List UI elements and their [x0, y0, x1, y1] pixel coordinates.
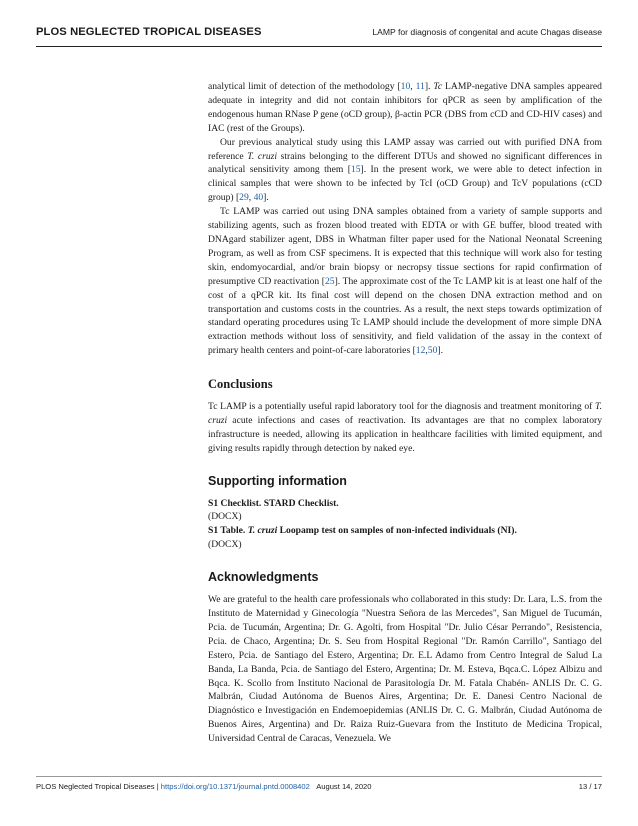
supporting-item-checklist[interactable] — [208, 497, 602, 525]
text-run: , — [248, 192, 254, 204]
text-run: S1 Checklist. STARD Checklist. — [208, 497, 339, 509]
footer-date-text: August 14, 2020 — [316, 782, 372, 791]
text-run: ]. — [263, 192, 269, 204]
text-run: LAMP-negative DNA samples appeared adequate in integrity and did not contain inhibitors for qPCR as seen by amplification of the endogenous human RNase P gene (oCD group), β-actin PCR (DBS from cCD and CD-HIV cases) and IAC (rest of the Groups). — [208, 81, 602, 134]
citation-link[interactable]: 40 — [253, 192, 264, 204]
paragraph-3 — [208, 205, 602, 358]
page-footer — [36, 782, 602, 791]
paragraph-2 — [208, 136, 602, 206]
italic-text: T. cruzi — [247, 150, 278, 162]
article-body — [208, 80, 602, 746]
supporting-item-title — [208, 497, 602, 511]
supporting-item-title — [208, 524, 602, 538]
text-run: ]. In the present work, we were able to detect infection in clinical samples that were shown to be infected by TcI (oCD Group) and TcV populations (cCD group) [ — [208, 164, 602, 204]
text-run: Tc LAMP is a potentially useful rapid laboratory tool for the diagnosis and treatment monitoring of — [208, 401, 595, 413]
page-header — [0, 0, 638, 46]
italic-text: Tc — [433, 81, 443, 92]
citation-link[interactable]: 25 — [325, 275, 335, 287]
footer-date — [310, 782, 372, 791]
text-run: ]. The approximate cost of the Tc LAMP kit is at least one half of the cost of a qPCR kit. Its final cost will depend on the chosen DNA extraction method and on transportation and customs costs in the countries. As a result, the next steps towards optimization of standard operating procedures using Tc LAMP should include the development of more simple DNA extraction methods without loss of sensitivity, and field validation of the assay in the context of primary health centers and point-of-care laboratories [ — [208, 275, 602, 357]
italic-text: T. cruzi — [247, 525, 278, 537]
italic-text: T. cruzi — [208, 401, 602, 426]
text-run: ]. — [424, 81, 434, 92]
conclusions-heading: Conclusions — [208, 377, 273, 392]
footer-rule — [36, 776, 602, 777]
text-run: S1 Table. — [208, 525, 248, 537]
doi-link[interactable]: https://doi.org/10.1371/journal.pntd.0008402 — [160, 782, 310, 791]
citation-link[interactable]: 10 — [400, 81, 411, 92]
text-run: ]. — [437, 345, 443, 357]
supporting-item-table[interactable] — [208, 524, 602, 552]
acknowledgments-paragraph: We are grateful to the health care professionals who collaborated in this study: Dr. Lara, L.S. from the Instituto de Maternidad y Ginecología "Nuestra Señora de las Mercedes", San Miguel de Tucumán, Pcia. de Tucumán, Argentina; Dr. G. Agolti, from Hospital "Dr. Julio César Perrando", Resistencia, Pcia. de Chaco, Argentina; Dr. S. Seu from Hospital Regional "Dr. Ramón Carrillo", Santiago del Estero, Pcia. de Santiago del Estero, Argentina; Dr. E.L Adamo from Centro Integral de Salud La Banda, La Banda, Pcia. de Santiago del Estero, Argentina; Dr. M. Esteva, Bqca.C. López Albizu and Bqca. K. Scollo from Instituto Nacional de Parasitología Dr. M. Fatala Chabén- ANLIS Dr. C. G. Malbrán, Ciudad Autónoma de Buenos Aires, Argentina; Dr. E. Danesi Centro Nacional de Diagnóstico e Investigación en Endemoepidemias (ANLIS Dr. C. G. Malbrán, Ciudad Autónoma de Buenos Aires, Argentina) and Dr. Raiza Ruiz-Guevara from the Instituto de Medicina Tropical, Universidad Central de Caracas, Venezuela. We — [208, 594, 602, 745]
footer-journal: PLOS Neglected Tropical Diseases | — [36, 782, 161, 791]
text-run: , — [410, 81, 416, 92]
supporting-item-format: (DOCX) — [208, 511, 242, 523]
paragraph-1 — [208, 80, 602, 136]
page-number: 13 / 17 — [578, 782, 602, 791]
text-run: Loopamp test on samples of non-infected individuals (NI). — [277, 525, 517, 537]
citation-link[interactable]: 15 — [350, 164, 361, 176]
citation-link[interactable]: 50 — [427, 345, 438, 357]
text-run: analytical limit of detection of the methodology [ — [208, 81, 401, 92]
text-run: Tc LAMP was carried out using DNA samples obtained from a variety of sample supports and stabilizing agents, such as frozen blood treated with EDTA or with GE buffer, blood treated with DNAgard stabilizer agent, DBS in Whatman filter paper used for the National Neonatal Screening Program, as well as from CSF specimens. It is expected that this technique will work also for testing skin, endomyocardial, and/or brain biopsy or necropsy tissue sections for rapid confirmation of presumptive CD reactivation [ — [208, 206, 602, 287]
supporting-information-heading: Supporting information — [208, 473, 347, 488]
text-run: strains belonging to the different DTUs and showed no significant differences in analytical sensitivity among them [ — [208, 150, 602, 176]
header-rule — [36, 46, 602, 47]
text-run: acute infections and cases of reactivation. Its advantages are that no complex laboratory infrastructure is needed, allowing its application in healthcare facilities with limited equipment, and giving results rapidly through detection by naked eye. — [208, 414, 602, 454]
acknowledgments-heading: Acknowledgments — [208, 570, 319, 585]
journal-name: PLOS NEGLECTED TROPICAL DISEASES — [36, 26, 262, 38]
running-title: LAMP for diagnosis of congenital and acute Chagas disease — [372, 27, 602, 37]
text-run: , — [425, 345, 428, 357]
citation-link[interactable]: 12 — [415, 345, 426, 357]
citation-link[interactable]: 11 — [415, 81, 425, 92]
citation-link[interactable]: 29 — [239, 192, 249, 204]
supporting-item-format: (DOCX) — [208, 539, 242, 551]
text-run: Our previous analytical study using this LAMP assay was carried out with purified DNA from reference — [208, 136, 602, 162]
conclusions-paragraph — [208, 400, 602, 456]
